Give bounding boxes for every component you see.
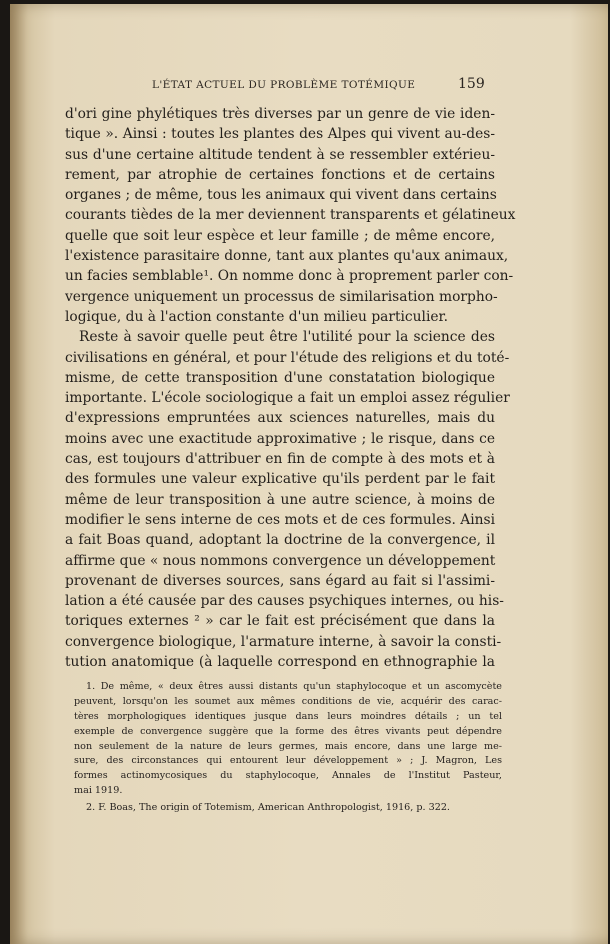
text-line: d'expressions empruntées aux sciences naturelles, mais du	[65, 410, 495, 427]
text-line: moins avec une exactitude approximative ; le risque, dans ce	[65, 430, 495, 447]
text-line: un facies semblable¹. On nomme donc à proprement parler con-	[65, 268, 514, 285]
text-line: modifier le sens interne de ces mots et de ces formules. Ainsi	[65, 511, 495, 528]
footnotes	[74, 680, 502, 816]
text-line: civilisations en général, et pour l'étude des religions et du toté-	[65, 349, 510, 366]
footnote-1-line: tères morphologiques identiques jusque dans leurs moindres détails ; un tel	[74, 710, 502, 722]
text-line: tique ». Ainsi : toutes les plantes des Alpes qui vivent au-des-	[65, 126, 495, 143]
text-line: convergence biologique, l'armature interne, à savoir la consti-	[65, 633, 502, 650]
text-line: d'ori gine phylétiques très diverses par un genre de vie iden-	[65, 106, 495, 122]
text-line: cas, est toujours d'attribuer en fin de compte à des mots et à	[65, 451, 495, 468]
text-line: même de leur transposition à une autre science, à moins de	[65, 491, 495, 508]
text-line: provenant de diverses sources, sans égard au fait si l'assimi-	[65, 572, 495, 589]
text-line: misme, de cette transposition d'une constatation biologique	[65, 369, 495, 386]
text-line: importante. L'école sociologique a fait un emploi assez régulier	[65, 390, 510, 407]
body-text	[65, 104, 516, 672]
text-line: organes ; de même, tous les animaux qui vivent dans certains	[65, 187, 497, 204]
footnote-1-line: exemple de convergence suggère que la forme des êtres vivants peut dépendre	[74, 725, 502, 737]
text-line: l'existence parasitaire donne, tant aux plantes qu'aux animaux,	[65, 248, 509, 265]
footnote-1-line: non seulement de la nature de leurs germes, mais encore, dans une large me-	[74, 740, 502, 752]
footnote-1-line: peuvent, lorsqu'on les soumet aux mêmes conditions de vie, acquérir des carac-	[74, 695, 502, 707]
footnote-1-line: sure, des circonstances qui entourent leur développement » ; J. Magron, Les	[74, 755, 502, 767]
page-header	[10, 76, 608, 96]
footnote-1-line: 1. De même, « deux êtres aussi distants qu'un staphylocoque et un ascomycète	[86, 681, 502, 692]
text-line: quelle que soit leur espèce et leur famille ; de même encore,	[65, 227, 495, 244]
text-line: des formules une valeur explicative qu'ils perdent par le fait	[65, 471, 495, 488]
page-number: 159	[458, 76, 485, 92]
text-line: lation a été causée par des causes psychiques internes, ou his-	[65, 593, 504, 610]
footnote-1-line: formes actinomycosiques du staphylocoque, Annales de l'Institut Pasteur,	[74, 770, 502, 782]
text-line: tution anatomique (à laquelle correspond en ethnographie la	[65, 654, 495, 671]
footnote-1-line: mai 1919.	[74, 785, 123, 797]
paragraph-end-line: logique, du à l'action constante d'un milieu particulier.	[65, 308, 448, 325]
text-line: rement, par atrophie de certaines fonctions et de certains	[65, 166, 495, 183]
text-line: a fait Boas quand, adoptant la doctrine de la convergence, il	[65, 532, 495, 549]
book-page	[10, 4, 608, 944]
text-line: vergence uniquement un processus de similarisation morpho-	[65, 288, 498, 305]
text-line: sus d'une certaine altitude tendent à se ressembler extérieu-	[65, 146, 495, 163]
text-line: courants tièdes de la mer deviennent transparents et gélatineux	[65, 207, 516, 224]
text-line: affirme que « nous nommons convergence un développement	[65, 552, 496, 569]
paragraph-start-line: Reste à savoir quelle peut être l'utilité pour la science des	[79, 329, 495, 346]
footnote-2: 2. F. Boas, The origin of Totemism, American Anthropologist, 1916, p. 322.	[86, 802, 450, 814]
running-head: L'ÉTAT ACTUEL DU PROBLÈME TOTÉMIQUE	[152, 79, 416, 91]
text-line: toriques externes ² » car le fait est précisément que dans la	[65, 613, 495, 630]
